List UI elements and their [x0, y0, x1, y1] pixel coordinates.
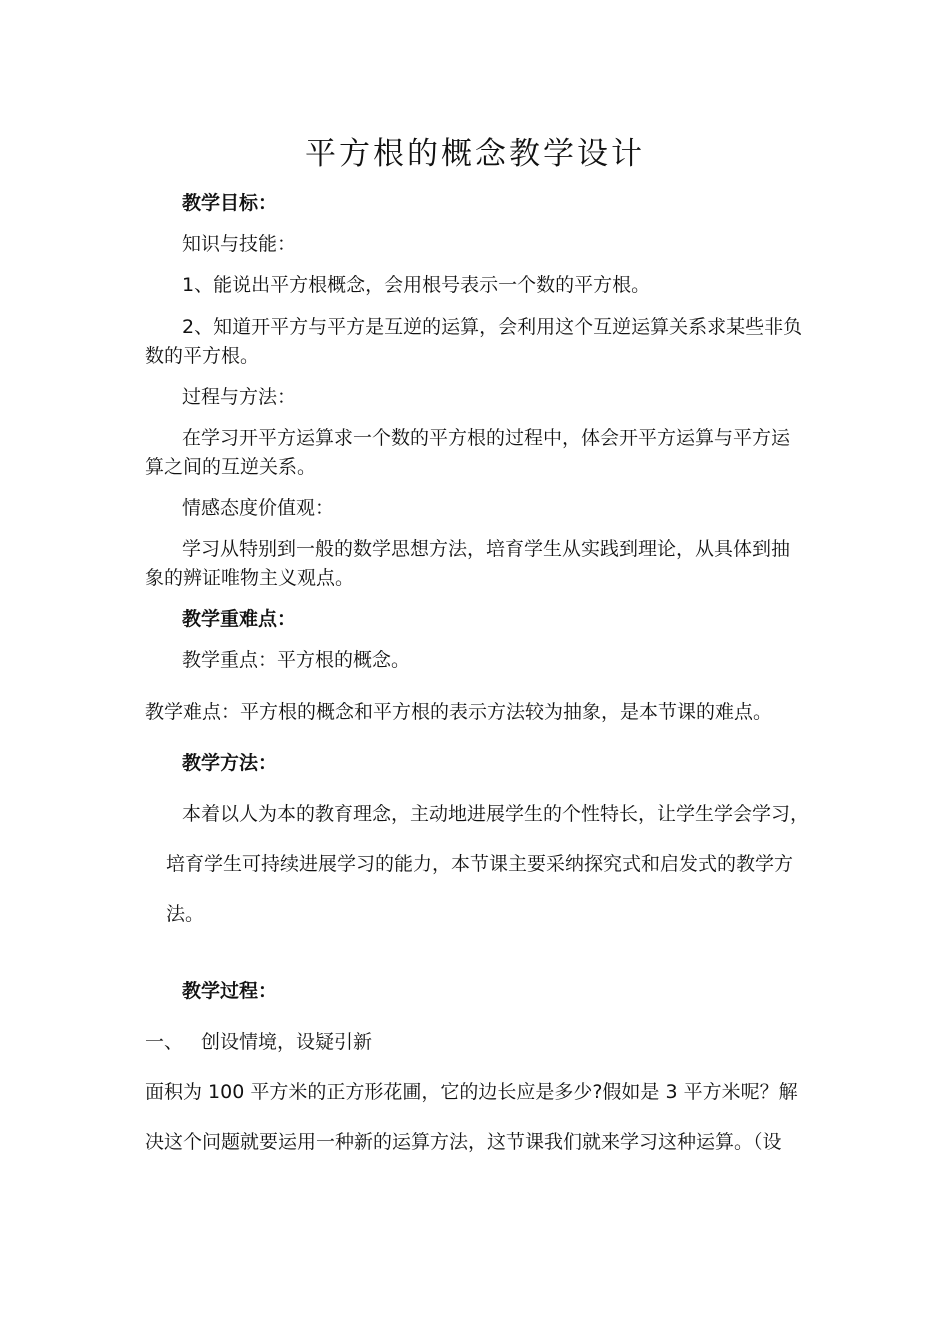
method-heading: 教学方法：: [182, 752, 278, 774]
process-method-label: 过程与方法：: [182, 386, 297, 408]
process-method-line-2: 算之间的互逆关系。: [145, 456, 317, 478]
step-1-title: 创设情境，设疑引新: [201, 1031, 373, 1053]
knowledge-skills-label: 知识与技能：: [182, 233, 297, 255]
document-title: 平方根的概念教学设计: [305, 136, 645, 172]
emotion-values-label: 情感态度价值观：: [182, 497, 335, 519]
method-line-2: 培育学生可持续进展学习的能力，本节课主要采纳探究式和启发式的教学方: [166, 853, 794, 875]
emotion-values-line-2: 象的辨证唯物主义观点。: [145, 567, 355, 589]
process-method-line-1: 在学习开平方运算求一个数的平方根的过程中，体会开平方运算与平方运: [182, 427, 791, 449]
key-point: 教学重点：平方根的概念。: [182, 649, 411, 671]
method-line-1: 本着以人为本的教育理念，主动地进展学生的个性特长，让学生学会学习，: [182, 803, 810, 825]
step-1-number: 一、: [145, 1031, 184, 1053]
difficulty-point: 教学难点：平方根的概念和平方根的表示方法较为抽象，是本节课的难点。: [145, 701, 773, 723]
knowledge-item-1: 1、能说出平方根概念，会用根号表示一个数的平方根。: [182, 274, 651, 296]
process-heading: 教学过程：: [182, 980, 278, 1002]
knowledge-item-2-line-1: 2、知道开平方与平方是互逆的运算，会利用这个互逆运算关系求某些非负: [182, 316, 803, 338]
step-1-heading: [145, 1028, 372, 1056]
intro-paragraph-line-1: 面积为 100 平方米的正方形花圃，它的边长应是多少?假如是 3 平方米呢？解: [145, 1081, 798, 1103]
intro-paragraph-line-2: 决这个问题就要运用一种新的运算方法，这节课我们就来学习这种运算。（设: [145, 1131, 782, 1153]
emotion-values-line-1: 学习从特别到一般的数学思想方法，培育学生从实践到理论，从具体到抽: [182, 538, 791, 560]
method-line-3: 法。: [166, 903, 205, 925]
keypoints-heading: 教学重难点：: [182, 608, 297, 630]
knowledge-item-2-line-2: 数的平方根。: [145, 345, 260, 367]
objectives-heading: 教学目标：: [182, 192, 278, 214]
